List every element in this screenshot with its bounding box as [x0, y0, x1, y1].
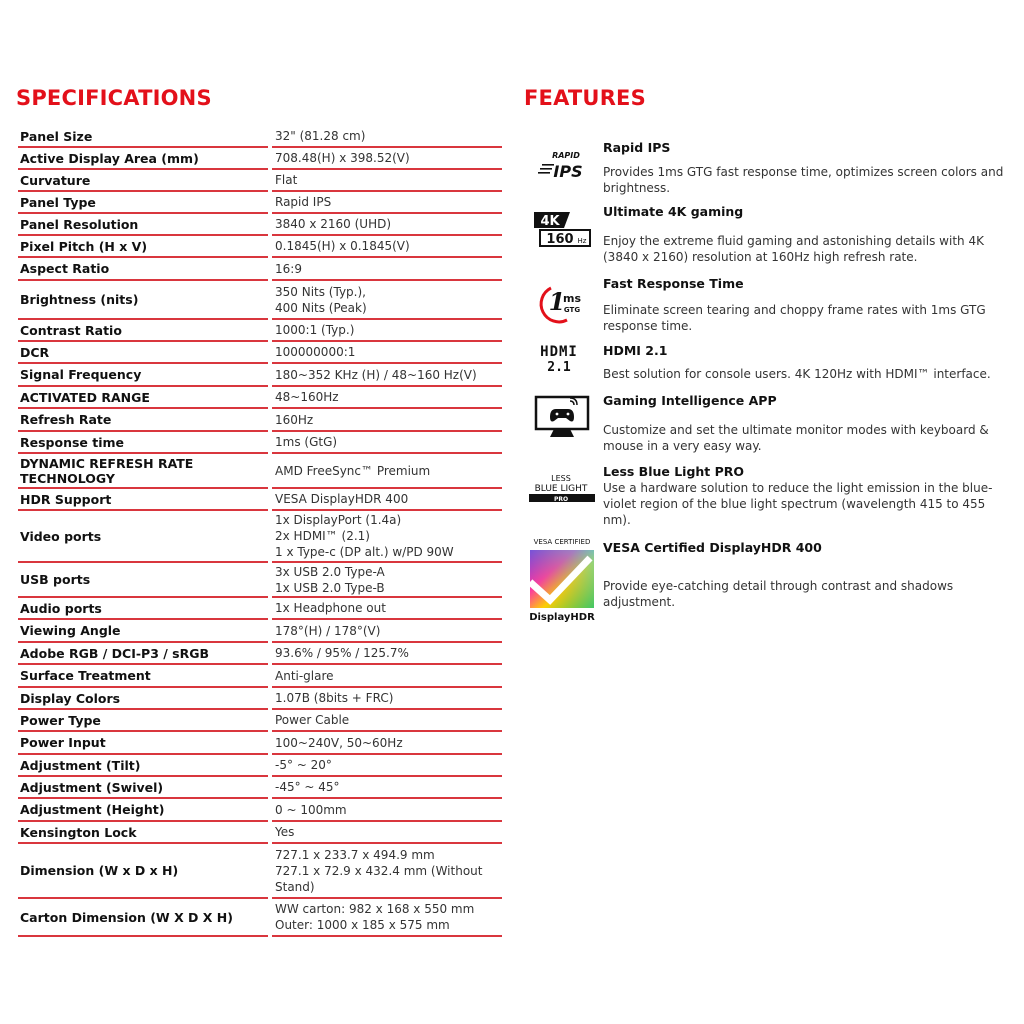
spec-value: 1ms (GtG) [272, 432, 502, 454]
spec-label: Carton Dimension (W X D X H) [18, 899, 268, 937]
feature-title: Gaming Intelligence APP [603, 393, 777, 408]
spec-value: Rapid IPS [272, 192, 502, 214]
svg-text:GTG: GTG [563, 306, 581, 314]
gaming-app-icon [526, 393, 598, 464]
feature-item [526, 204, 1004, 276]
spec-row [18, 489, 502, 511]
1ms-gtg-icon [526, 276, 598, 343]
spec-row [18, 387, 502, 409]
spec-row [18, 822, 502, 844]
spec-value: 48~160Hz [272, 387, 502, 409]
spec-row [18, 236, 502, 258]
spec-label: Display Colors [18, 688, 268, 710]
feature-title: Rapid IPS [603, 140, 671, 155]
spec-value: 160Hz [272, 409, 502, 432]
svg-text:160: 160 [546, 232, 574, 247]
spec-label: DYNAMIC REFRESH RATE TECHNOLOGY [18, 454, 268, 489]
spec-value: 0 ~ 100mm [272, 799, 502, 822]
spec-value: Anti-glare [272, 665, 502, 688]
spec-label: Adjustment (Height) [18, 799, 268, 822]
spec-value: AMD FreeSync™ Premium [272, 454, 502, 489]
spec-label: ACTIVATED RANGE [18, 387, 268, 409]
spec-row [18, 598, 502, 620]
spec-label: Audio ports [18, 598, 268, 620]
spec-label: Adobe RGB / DCI-P3 / sRGB [18, 643, 268, 665]
spec-row [18, 511, 502, 563]
spec-value: 100000000:1 [272, 342, 502, 364]
feature-description: Customize and set the ultimate monitor modes with keyboard & mouse in a very easy way. [603, 423, 989, 453]
spec-row [18, 192, 502, 214]
feature-title: Fast Response Time [603, 276, 744, 291]
hdmi-21-icon [526, 343, 598, 393]
spec-label: Adjustment (Tilt) [18, 755, 268, 777]
spec-label: Signal Frequency [18, 364, 268, 387]
spec-value: 1x Headphone out [272, 598, 502, 620]
spec-value: 32" (81.28 cm) [272, 126, 502, 148]
spec-label: Kensington Lock [18, 822, 268, 844]
spec-value: 350 Nits (Typ.), 400 Nits (Peak) [272, 281, 502, 320]
spec-row [18, 342, 502, 364]
spec-label: Refresh Rate [18, 409, 268, 432]
svg-text:VESA CERTIFIED: VESA CERTIFIED [533, 538, 591, 546]
spec-label: Aspect Ratio [18, 258, 268, 281]
spec-label: Panel Type [18, 192, 268, 214]
feature-item [526, 393, 1004, 464]
spec-label: Brightness (nits) [18, 281, 268, 320]
spec-row [18, 320, 502, 342]
spec-label: Pixel Pitch (H x V) [18, 236, 268, 258]
4k-160hz-icon [526, 204, 598, 276]
svg-text:BLUE LIGHT: BLUE LIGHT [534, 484, 588, 494]
spec-value: 100~240V, 50~60Hz [272, 732, 502, 755]
spec-row [18, 643, 502, 665]
feature-item [526, 536, 1004, 626]
feature-item [526, 464, 1004, 536]
svg-text:IPS: IPS [553, 162, 583, 181]
spec-label: Video ports [18, 511, 268, 563]
feature-title: HDMI 2.1 [603, 343, 668, 358]
spec-label: Power Type [18, 710, 268, 732]
spec-value: VESA DisplayHDR 400 [272, 489, 502, 511]
spec-value: 16:9 [272, 258, 502, 281]
svg-text:2.1: 2.1 [547, 360, 571, 375]
vesa-displayhdr-icon [526, 536, 598, 626]
spec-row [18, 665, 502, 688]
spec-value: -45° ~ 45° [272, 777, 502, 799]
svg-text:LESS: LESS [551, 474, 571, 483]
spec-label: DCR [18, 342, 268, 364]
spec-row [18, 777, 502, 799]
feature-title: Less Blue Light PRO [603, 464, 745, 479]
spec-row [18, 620, 502, 643]
spec-value: 178°(H) / 178°(V) [272, 620, 502, 643]
spec-row [18, 799, 502, 822]
spec-row [18, 899, 502, 937]
spec-row [18, 409, 502, 432]
spec-row [18, 688, 502, 710]
spec-label: Response time [18, 432, 268, 454]
spec-value: 3x USB 2.0 Type-A 1x USB 2.0 Type-B [272, 563, 502, 598]
spec-row [18, 563, 502, 598]
spec-value: -5° ~ 20° [272, 755, 502, 777]
spec-row [18, 281, 502, 320]
spec-row [18, 148, 502, 170]
spec-row [18, 170, 502, 192]
feature-item [526, 140, 1004, 204]
feature-description: Eliminate screen tearing and choppy frame rates with 1ms GTG response time. [603, 303, 986, 333]
spec-row [18, 755, 502, 777]
spec-value: Power Cable [272, 710, 502, 732]
svg-text:4K: 4K [540, 214, 560, 229]
feature-description: Provides 1ms GTG fast response time, optimizes screen colors and brightness. [603, 165, 1004, 195]
spec-value: Yes [272, 822, 502, 844]
specifications-table [18, 126, 502, 937]
spec-value: WW carton: 982 x 168 x 550 mm Outer: 1000 x 185 x 575 mm [272, 899, 502, 937]
features-list [526, 140, 1004, 626]
feature-description: Use a hardware solution to reduce the light emission in the blue-violet region of the blue light spectrum (wavelength 415 to 455 nm). [603, 481, 993, 527]
spec-value: 0.1845(H) x 0.1845(V) [272, 236, 502, 258]
spec-value: Flat [272, 170, 502, 192]
spec-row [18, 214, 502, 236]
spec-value: 3840 x 2160 (UHD) [272, 214, 502, 236]
spec-label: Dimension (W x D x H) [18, 844, 268, 899]
spec-label: Panel Resolution [18, 214, 268, 236]
spec-label: Contrast Ratio [18, 320, 268, 342]
features-heading: FEATURES [524, 86, 646, 110]
spec-row [18, 732, 502, 755]
spec-row [18, 432, 502, 454]
svg-text:HDMI: HDMI [540, 344, 578, 360]
spec-value: 708.48(H) x 398.52(V) [272, 148, 502, 170]
spec-value: 1.07B (8bits + FRC) [272, 688, 502, 710]
less-blue-light-icon [526, 464, 598, 536]
spec-row [18, 126, 502, 148]
spec-value: 1x DisplayPort (1.4a) 2x HDMI™ (2.1) 1 x Type-c (DP alt.) w/PD 90W [272, 511, 502, 563]
feature-item [526, 343, 1004, 393]
spec-row [18, 454, 502, 489]
spec-label: Curvature [18, 170, 268, 192]
spec-label: Viewing Angle [18, 620, 268, 643]
spec-label: USB ports [18, 563, 268, 598]
svg-text:Hz: Hz [577, 237, 587, 245]
svg-text:ms: ms [562, 292, 582, 305]
spec-label: Adjustment (Swivel) [18, 777, 268, 799]
spec-label: Panel Size [18, 126, 268, 148]
spec-value: 180~352 KHz (H) / 48~160 Hz(V) [272, 364, 502, 387]
feature-item [526, 276, 1004, 343]
feature-description: Best solution for console users. 4K 120Hz with HDMI™ interface. [603, 367, 991, 381]
spec-value: 727.1 x 233.7 x 494.9 mm 727.1 x 72.9 x 432.4 mm (Without Stand) [272, 844, 502, 899]
specifications-heading: SPECIFICATIONS [16, 86, 212, 110]
spec-row [18, 258, 502, 281]
svg-text:DisplayHDR: DisplayHDR [529, 612, 595, 623]
spec-row [18, 844, 502, 899]
spec-label: HDR Support [18, 489, 268, 511]
svg-text:RAPID: RAPID [552, 151, 580, 160]
spec-value: 1000:1 (Typ.) [272, 320, 502, 342]
spec-label: Surface Treatment [18, 665, 268, 688]
spec-label: Active Display Area (mm) [18, 148, 268, 170]
rapid-ips-icon [526, 140, 598, 204]
spec-row [18, 364, 502, 387]
feature-title: Ultimate 4K gaming [603, 204, 744, 219]
feature-description: Enjoy the extreme fluid gaming and astonishing details with 4K (3840 x 2160) resolution at 160Hz high refresh rate. [603, 234, 984, 264]
svg-text:PRO: PRO [553, 496, 569, 503]
svg-text:1: 1 [548, 287, 566, 316]
spec-value: 93.6% / 95% / 125.7% [272, 643, 502, 665]
spec-label: Power Input [18, 732, 268, 755]
feature-description: Provide eye-catching detail through contrast and shadows adjustment. [603, 579, 954, 609]
spec-row [18, 710, 502, 732]
feature-title: VESA Certified DisplayHDR 400 [603, 540, 822, 555]
